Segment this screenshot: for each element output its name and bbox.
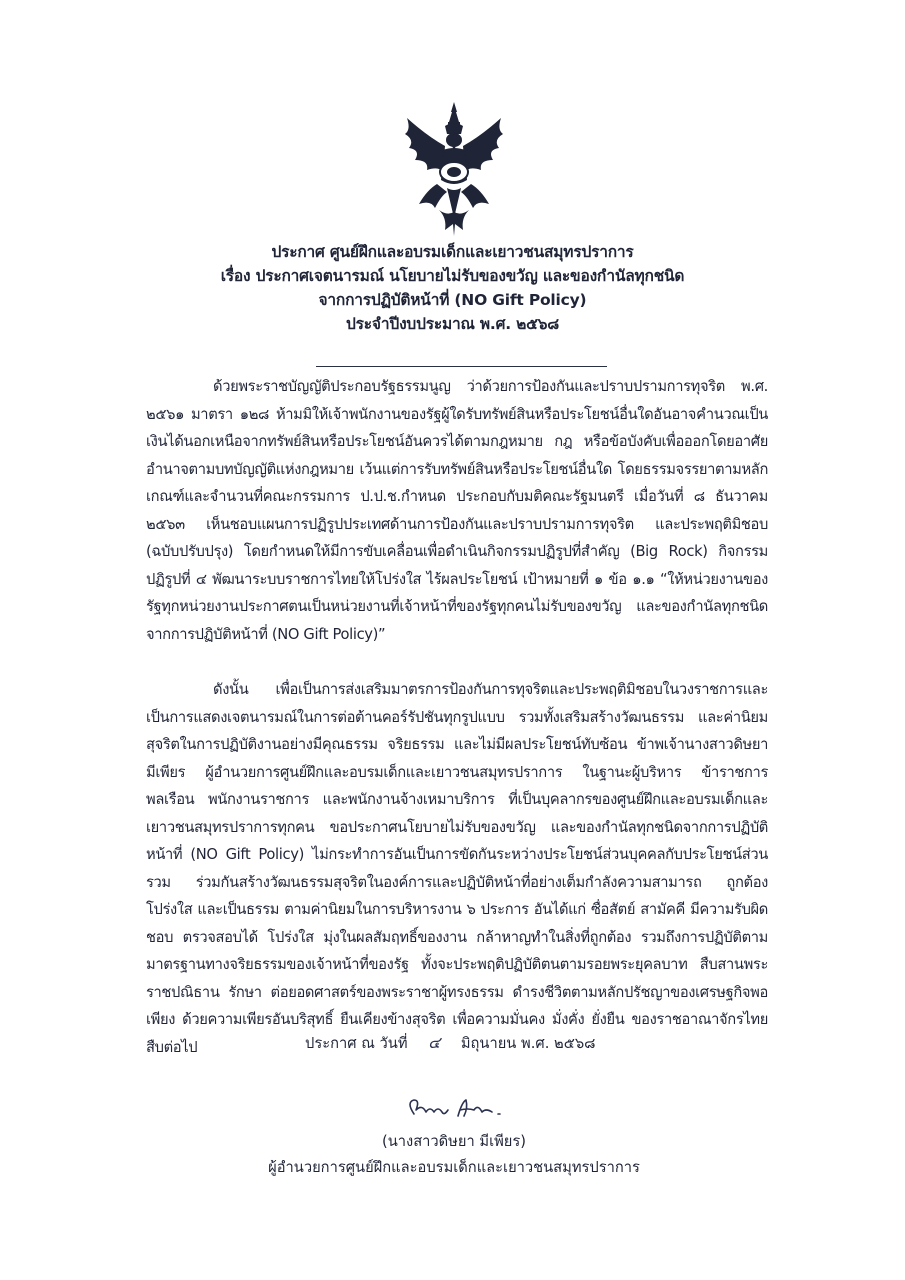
- announcement-header: [150, 240, 755, 336]
- signer-position: ผู้อำนวยการศูนย์ฝึกและอบรมเด็กและเยาวชนสมุทรปราการ: [268, 1159, 640, 1176]
- header-line-subject: เรื่อง ประกาศเจตนารมณ์ นโยบายไม่รับของขวัญ และของกำนัลทุกชนิด: [220, 267, 685, 285]
- body-paragraph-2: ดังนั้น เพื่อเป็นการส่งเสริมมาตรการป้องกันการทุจริตและประพฤติมิชอบในวงราชการและเป็นการแสดงเจตนารมณ์ในการต่อต้านคอร์รัปชันทุกรูปแบบ รวมทั้งเสริมสร้างวัฒนธรรม และค่านิยมสุจริตในการปฏิบัติงานอย่างมีคุณธรรม จริยธรรม และไม่มีผลประโยชน์ทับซ้อน ข้าพเจ้านางสาวดิษยา มีเพียร ผู้อำนวยการศูนย์ฝึกและอบรมเด็กและเยาวชนสมุทรปราการ ในฐานะผู้บริหาร ข้าราชการพลเรือน พนักงานราชการ และพนักงานจ้างเหมาบริการ ที่เป็นบุคลากรของศูนย์ฝึกและอบรมเด็กและเยาวชนสมุทรปราการทุกคน ขอประกาศนโยบายไม่รับของขวัญ และของกำนัลทุกชนิดจากการปฏิบัติหน้าที่ (NO Gift Policy) ไม่กระทำการอันเป็นการขัดกันระหว่างประโยชน์ส่วนบุคคลกับประโยชน์ส่วนรวม ร่วมกันสร้างวัฒนธรรมสุจริตในองค์การและปฏิบัติหน้าที่อย่างเต็มกำลังความสามารถ ถูกต้อง โปร่งใส และเป็นธรรม ตามค่านิยมในการบริหารงาน ๖ ประการ อันได้แก่ ซื่อสัตย์ สามัคคี มีความรับผิดชอบ ตรวจสอบได้ โปร่งใส มุ่งในผลสัมฤทธิ์ของงาน กล้าหาญทำในสิ่งที่ถูกต้อง รวมถึงการปฏิบัติตามมาตรฐานทางจริยธรรมของเจ้าหน้าที่ของรัฐ ทั้งจะประพฤติปฏิบัติตนตามรอยพระยุคลบาท สืบสานพระราชปณิธาน รักษา ต่อยอดศาสตร์ของพระราชาผู้ทรงธรรม ดำรงชีวิตตามหลักปรัชญาของเศรษฐกิจพอเพียง ด้วยความเพียรอันบริสุทธิ์ ยืนเคียงข้างสุจริต เพื่อความมั่นคง มั่งคั่ง ยั่งยืน ของราชอาณาจักรไทยสืบต่อไป: [146, 681, 768, 1056]
- announcement-date: [305, 1031, 645, 1056]
- header-line-policy: จากการปฏิบัติหน้าที่ (NO Gift Policy): [318, 291, 587, 309]
- body-paragraph-1: ด้วยพระราชบัญญัติประกอบรัฐธรรมนูญ ว่าด้วยการป้องกันและปราบปรามการทุจริต พ.ศ. ๒๕๖๑ มาตรา ๑๒๘ ห้ามมิให้เจ้าพนักงานของรัฐผู้ใดรับทรัพย์สินหรือประโยชน์อื่นใดอันอาจคำนวณเป็นเงินได้นอกเหนือจากทรัพย์สินหรือประโยชน์อันควรได้ตามกฎหมาย กฎ หรือข้อบังคับเพื่อออกโดยอาศัยอำนาจตามบทบัญญัติแห่งกฎหมาย เว้นแต่การรับทรัพย์สินหรือประโยชน์อื่นใด โดยธรรมจรรยาตามหลักเกณฑ์และจำนวนที่คณะกรรมการ ป.ป.ช.กำหนด ประกอบกับมติคณะรัฐมนตรี เมื่อวันที่ ๘ ธันวาคม ๒๕๖๓ เห็นชอบแผนการปฏิรูปประเทศด้านการป้องกันและปราบปรามการทุจริต และประพฤติมิชอบ (ฉบับปรับปรุง) โดยกำหนดให้มีการขับเคลื่อนเพื่อดำเนินกิจกรรมปฏิรูปที่สำคัญ (Big Rock) กิจกรรมปฏิรูปที่ ๔ พัฒนาระบบราชการไทยให้โปร่งใส ไร้ผลประโยชน์ เป้าหมายที่ ๑ ข้อ ๑.๑ “ให้หน่วยงานของรัฐทุกหน่วยงานประกาศตนเป็นหน่วยงานที่เจ้าหน้าที่ของรัฐทุกคนไม่รับของขวัญ และของกำนัลทุกชนิดจากการปฏิบัติหน้าที่ (NO Gift Policy)”: [146, 378, 768, 643]
- header-line-fiscal-year: ประจำปีงบประมาณ พ.ศ. ๒๕๖๘: [345, 315, 560, 333]
- header-divider: [316, 366, 607, 367]
- date-suffix: มิถุนายน พ.ศ. ๒๕๖๘: [460, 1035, 596, 1052]
- header-line-issuer: ประกาศ ศูนย์ฝึกและอบรมเด็กและเยาวชนสมุทรปราการ: [271, 243, 634, 261]
- date-day-handwritten: ๔: [428, 1033, 441, 1052]
- handwritten-signature-icon: [400, 1094, 530, 1126]
- signer-name: (นางสาวดิษยา มีเพียร): [382, 1133, 526, 1150]
- date-prefix: ประกาศ ณ วันที่: [305, 1035, 408, 1052]
- garuda-emblem-icon: [397, 100, 511, 238]
